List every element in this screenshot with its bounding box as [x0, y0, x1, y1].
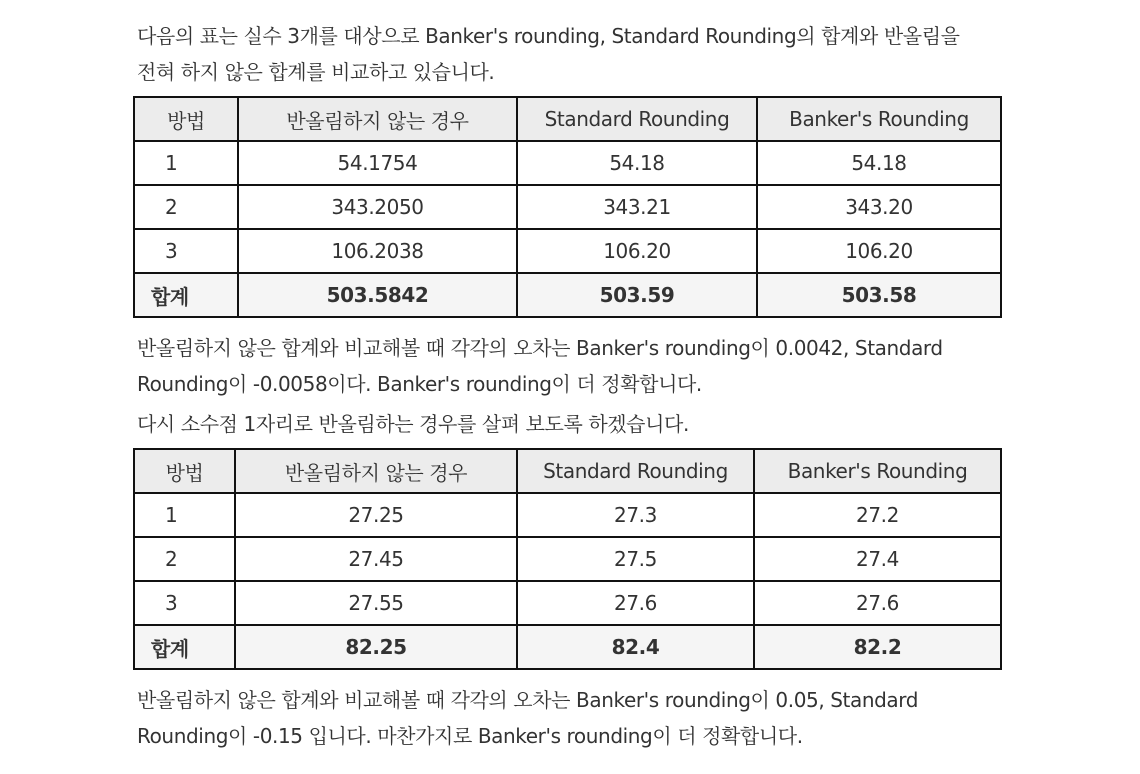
total-unrounded: 82.25 — [235, 625, 517, 669]
header-unrounded: 반올림하지 않는 경우 — [238, 97, 517, 141]
mid-line-3: 다시 소수점 1자리로 반올림하는 경우를 살펴 보도록 하겠습니다. — [137, 412, 689, 436]
table-header-row — [134, 449, 1001, 493]
table-row — [134, 581, 1001, 625]
total-bankers: 82.2 — [754, 625, 1001, 669]
bankers-value: 27.6 — [754, 581, 1001, 625]
header-bankers-rounding: Banker's Rounding — [757, 97, 1001, 141]
unrounded-value: 27.55 — [235, 581, 517, 625]
standard-value: 106.20 — [517, 229, 757, 273]
comparison-table-1-decimal — [133, 448, 1002, 670]
table-header-row — [134, 97, 1001, 141]
row-index: 2 — [134, 537, 235, 581]
header-bankers-rounding: Banker's Rounding — [754, 449, 1001, 493]
table-row — [134, 141, 1001, 185]
header-standard-rounding: Standard Rounding — [517, 449, 754, 493]
transition-paragraph — [137, 406, 689, 442]
header-method: 방법 — [134, 449, 235, 493]
row-index: 3 — [134, 229, 238, 273]
row-index: 2 — [134, 185, 238, 229]
comparison-table-2-decimals — [133, 96, 1002, 318]
total-label: 합계 — [134, 273, 238, 317]
intro-line-1: 다음의 표는 실수 3개를 대상으로 Banker's rounding, Standard Rounding의 합계와 반올림을 — [137, 24, 960, 48]
table-row — [134, 229, 1001, 273]
bankers-value: 343.20 — [757, 185, 1001, 229]
standard-value: 27.6 — [517, 581, 754, 625]
bankers-value: 27.4 — [754, 537, 1001, 581]
total-standard: 503.59 — [517, 273, 757, 317]
total-label: 합계 — [134, 625, 235, 669]
standard-value: 54.18 — [517, 141, 757, 185]
unrounded-value: 27.45 — [235, 537, 517, 581]
mid-line-1: 반올림하지 않은 합계와 비교해볼 때 각각의 오차는 Banker's rounding이 0.0042, Standard — [137, 336, 943, 360]
intro-line-2: 전혀 하지 않은 합계를 비교하고 있습니다. — [137, 60, 495, 84]
total-row — [134, 625, 1001, 669]
intro-paragraph — [137, 18, 960, 90]
header-standard-rounding: Standard Rounding — [517, 97, 757, 141]
table-row — [134, 493, 1001, 537]
unrounded-value: 106.2038 — [238, 229, 517, 273]
total-unrounded: 503.5842 — [238, 273, 517, 317]
table-row — [134, 185, 1001, 229]
total-standard: 82.4 — [517, 625, 754, 669]
bankers-value: 27.2 — [754, 493, 1001, 537]
unrounded-value: 27.25 — [235, 493, 517, 537]
standard-value: 27.5 — [517, 537, 754, 581]
header-unrounded: 반올림하지 않는 경우 — [235, 449, 517, 493]
standard-value: 343.21 — [517, 185, 757, 229]
table-row — [134, 537, 1001, 581]
standard-value: 27.3 — [517, 493, 754, 537]
outro-line-1: 반올림하지 않은 합계와 비교해볼 때 각각의 오차는 Banker's rounding이 0.05, Standard — [137, 688, 919, 712]
mid-line-2: Rounding이 -0.0058이다. Banker's rounding이 더 정확합니다. — [137, 372, 702, 396]
bankers-value: 54.18 — [757, 141, 1001, 185]
conclusion-paragraph — [137, 682, 918, 754]
unrounded-value: 343.2050 — [238, 185, 517, 229]
total-bankers: 503.58 — [757, 273, 1001, 317]
header-method: 방법 — [134, 97, 238, 141]
total-row — [134, 273, 1001, 317]
row-index: 1 — [134, 141, 238, 185]
error-explanation-paragraph — [137, 330, 943, 402]
unrounded-value: 54.1754 — [238, 141, 517, 185]
row-index: 3 — [134, 581, 235, 625]
row-index: 1 — [134, 493, 235, 537]
outro-line-2: Rounding이 -0.15 입니다. 마찬가지로 Banker's rounding이 더 정확합니다. — [137, 724, 803, 748]
bankers-value: 106.20 — [757, 229, 1001, 273]
